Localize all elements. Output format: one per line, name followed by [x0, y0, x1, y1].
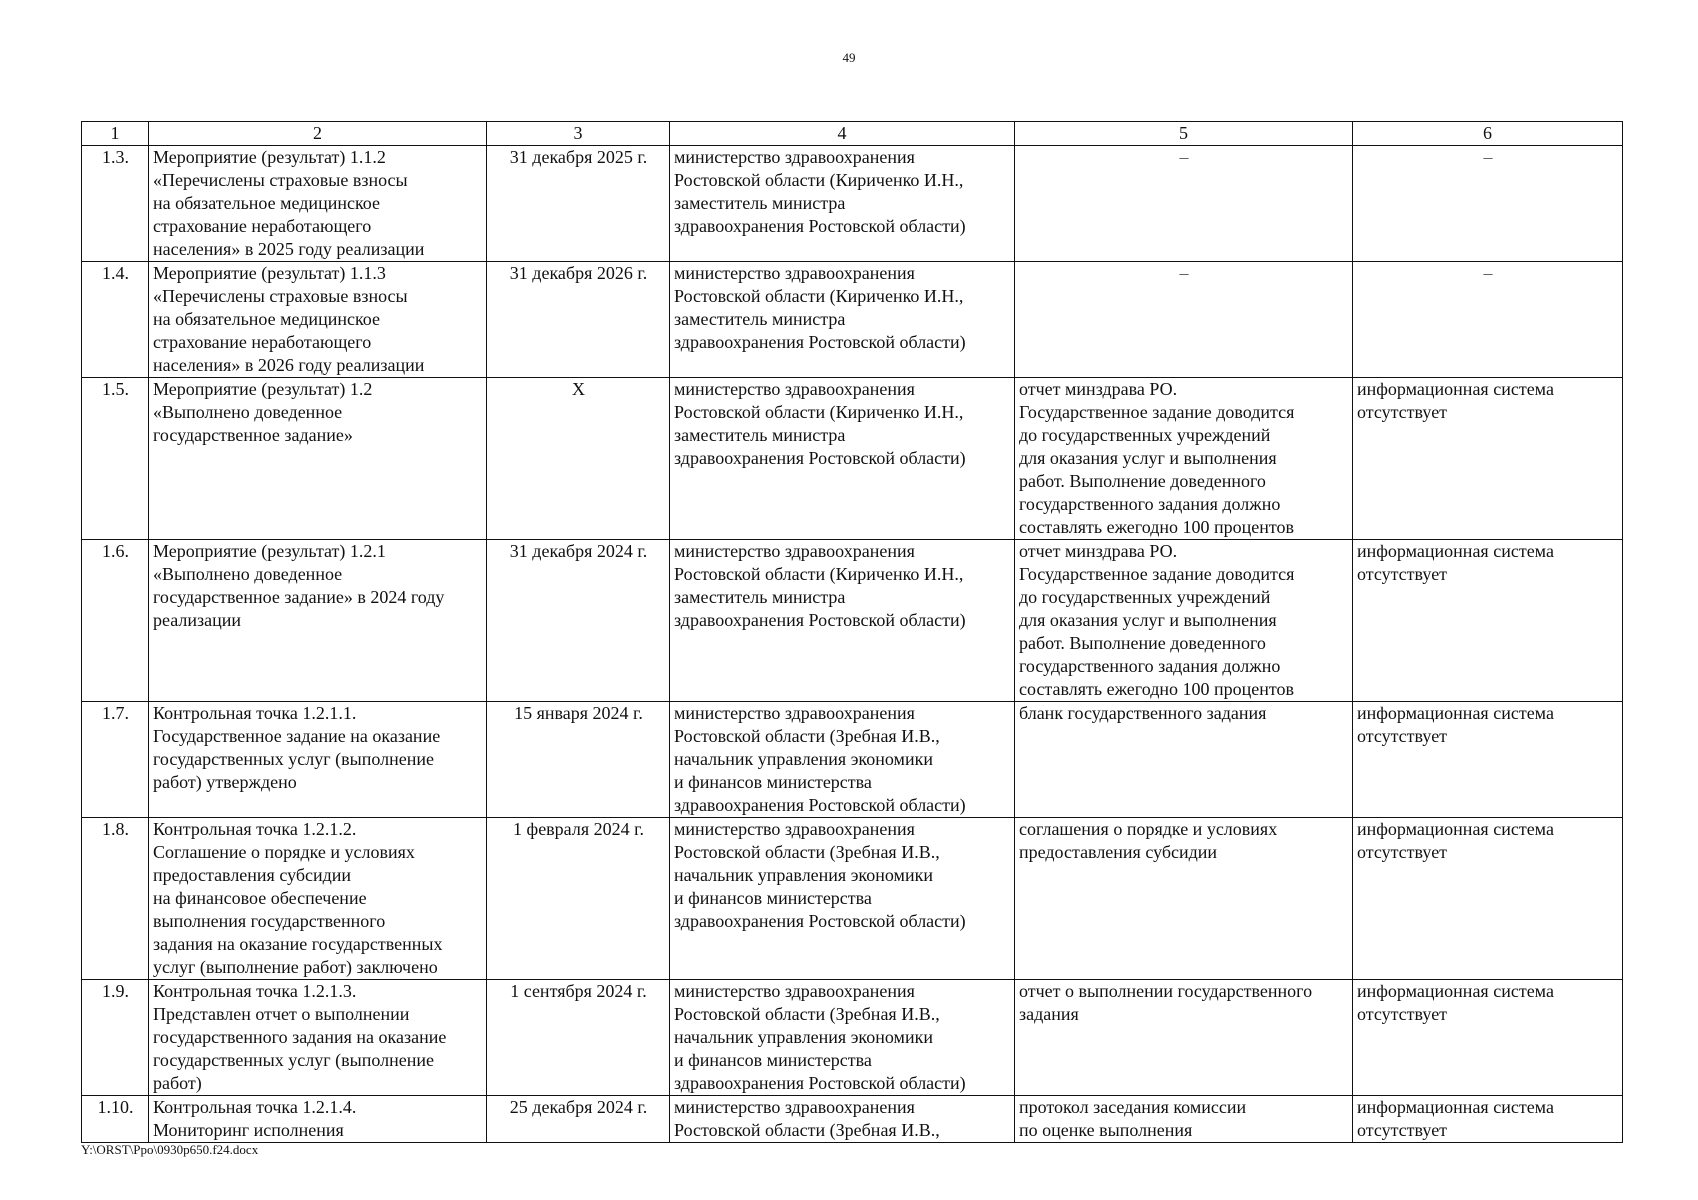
deadline-date: 25 декабря 2024 г.: [487, 1096, 670, 1143]
information-system: информационная система отсутствует: [1353, 702, 1623, 818]
information-system: информационная система отсутствует: [1353, 378, 1623, 540]
confirming-document: отчет о выполнении государственного задания: [1015, 980, 1353, 1096]
activity-name: Контрольная точка 1.2.1.4. Мониторинг исполнения: [149, 1096, 487, 1143]
row-number: 1.4.: [82, 262, 149, 378]
information-system: –: [1353, 262, 1623, 378]
information-system: информационная система отсутствует: [1353, 980, 1623, 1096]
responsible-executor: министерство здравоохранения Ростовской области (Зребная И.В., начальник управления экономики и финансов министерства здравоохранения Ростовской области): [670, 702, 1015, 818]
deadline-date: 15 января 2024 г.: [487, 702, 670, 818]
row-number: 1.8.: [82, 818, 149, 980]
deadline-date: 31 декабря 2024 г.: [487, 540, 670, 702]
table-header-row: [82, 122, 1623, 146]
column-header-num: 1: [82, 122, 149, 146]
column-header-system: 6: [1353, 122, 1623, 146]
activity-name: Контрольная точка 1.2.1.2. Соглашение о порядке и условиях предоставления субсидии на финансовое обеспечение выполнения государственного задания на оказание государственных услуг (выполнение работ) заключено: [149, 818, 487, 980]
confirming-document: отчет минздрава РО. Государственное задание доводится до государственных учреждений для оказания услуг и выполнения работ. Выполнение доведенного государственного задания должно составлять ежегодно 100 процентов: [1015, 540, 1353, 702]
column-header-document: 5: [1015, 122, 1353, 146]
confirming-document: –: [1015, 262, 1353, 378]
responsible-executor: министерство здравоохранения Ростовской области (Зребная И.В., начальник управления экономики и финансов министерства здравоохранения Ростовской области): [670, 980, 1015, 1096]
row-number: 1.9.: [82, 980, 149, 1096]
table-row: [82, 980, 1623, 1096]
table-row: [82, 702, 1623, 818]
activity-name: Мероприятие (результат) 1.2 «Выполнено доведенное государственное задание»: [149, 378, 487, 540]
column-header-responsible: 4: [670, 122, 1015, 146]
activity-name: Мероприятие (результат) 1.2.1 «Выполнено доведенное государственное задание» в 2024 году реализации: [149, 540, 487, 702]
deadline-date: 31 декабря 2025 г.: [487, 146, 670, 262]
responsible-executor: министерство здравоохранения Ростовской области (Зребная И.В., начальник управления экономики и финансов министерства здравоохранения Ростовской области): [670, 818, 1015, 980]
table-row: [82, 146, 1623, 262]
row-number: 1.6.: [82, 540, 149, 702]
activity-name: Мероприятие (результат) 1.1.2 «Перечислены страховые взносы на обязательное медицинское страхование неработающего населения» в 2025 году реализации: [149, 146, 487, 262]
deadline-date: 1 сентября 2024 г.: [487, 980, 670, 1096]
table-row: [82, 1096, 1623, 1143]
table-row: [82, 818, 1623, 980]
table-row: [82, 378, 1623, 540]
responsible-executor: министерство здравоохранения Ростовской области (Кириченко И.Н., заместитель министра здравоохранения Ростовской области): [670, 540, 1015, 702]
responsible-executor: министерство здравоохранения Ростовской области (Кириченко И.Н., заместитель министра здравоохранения Ростовской области): [670, 146, 1015, 262]
confirming-document: протокол заседания комиссии по оценке выполнения: [1015, 1096, 1353, 1143]
table-row: [82, 540, 1623, 702]
table-row: [82, 262, 1623, 378]
deadline-date: 1 февраля 2024 г.: [487, 818, 670, 980]
confirming-document: отчет минздрава РО. Государственное задание доводится до государственных учреждений для оказания услуг и выполнения работ. Выполнение доведенного государственного задания должно составлять ежегодно 100 процентов: [1015, 378, 1353, 540]
deadline-date: Х: [487, 378, 670, 540]
information-system: информационная система отсутствует: [1353, 1096, 1623, 1143]
information-system: –: [1353, 146, 1623, 262]
column-header-name: 2: [149, 122, 487, 146]
confirming-document: бланк государственного задания: [1015, 702, 1353, 818]
confirming-document: соглашения о порядке и условиях предоставления субсидии: [1015, 818, 1353, 980]
deadline-date: 31 декабря 2026 г.: [487, 262, 670, 378]
confirming-document: –: [1015, 146, 1353, 262]
row-number: 1.5.: [82, 378, 149, 540]
responsible-executor: министерство здравоохранения Ростовской области (Кириченко И.Н., заместитель министра здравоохранения Ростовской области): [670, 262, 1015, 378]
information-system: информационная система отсутствует: [1353, 818, 1623, 980]
activities-table: [81, 121, 1623, 1143]
responsible-executor: министерство здравоохранения Ростовской области (Кириченко И.Н., заместитель министра здравоохранения Ростовской области): [670, 378, 1015, 540]
page-number: 49: [842, 50, 856, 65]
responsible-executor: министерство здравоохранения Ростовской области (Зребная И.В.,: [670, 1096, 1015, 1143]
activity-name: Мероприятие (результат) 1.1.3 «Перечислены страховые взносы на обязательное медицинское страхование неработающего населения» в 2026 году реализации: [149, 262, 487, 378]
row-number: 1.3.: [82, 146, 149, 262]
file-path-footer: Y:\ORST\Ppo\0930p650.f24.docx: [81, 1142, 259, 1157]
activity-name: Контрольная точка 1.2.1.3. Представлен отчет о выполнении государственного задания на оказание государственных услуг (выполнение работ): [149, 980, 487, 1096]
row-number: 1.7.: [82, 702, 149, 818]
column-header-date: 3: [487, 122, 670, 146]
information-system: информационная система отсутствует: [1353, 540, 1623, 702]
activity-name: Контрольная точка 1.2.1.1. Государственное задание на оказание государственных услуг (выполнение работ) утверждено: [149, 702, 487, 818]
row-number: 1.10.: [82, 1096, 149, 1143]
